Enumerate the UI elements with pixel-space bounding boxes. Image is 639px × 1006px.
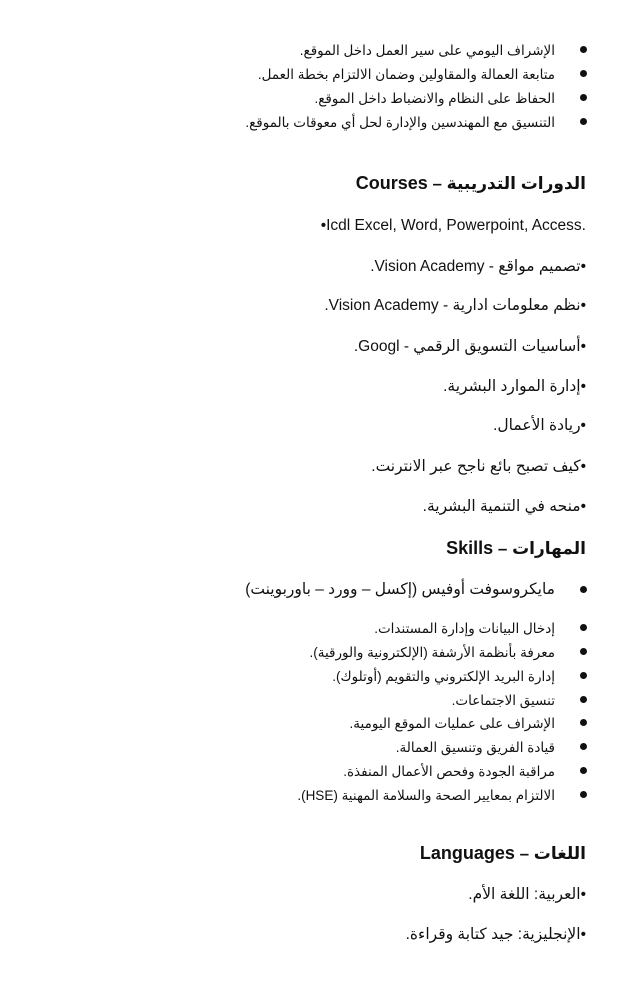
skill-text: قيادة الفريق وتنسيق العمالة. xyxy=(395,740,555,755)
skill-text: الالتزام بمعايير الصحة والسلامة المهنية (HSE). xyxy=(297,788,555,803)
skill-text: إدخال البيانات وإدارة المستندات. xyxy=(374,621,555,636)
duty-text: التنسيق مع المهندسين والإدارة لحل أي معوقات بالموقع. xyxy=(245,115,555,130)
skill-item xyxy=(245,580,555,600)
language-item: •العربية: اللغة الأم. xyxy=(468,886,586,903)
skill-item xyxy=(374,620,555,638)
skill-item xyxy=(396,739,555,757)
bullet-icon xyxy=(580,118,587,125)
bullet-icon xyxy=(580,70,587,77)
course-item: •إدارة الموارد البشرية. xyxy=(443,378,586,395)
bullet-icon xyxy=(580,719,587,726)
courses-heading xyxy=(356,172,586,195)
course-item: •ريادة الأعمال. xyxy=(493,417,586,434)
bullet-icon xyxy=(580,672,587,679)
skill-text: مايكروسوفت أوفيس (إكسل – وورد – باوربوينت) xyxy=(245,581,555,598)
courses-heading-en: Courses xyxy=(355,173,428,193)
courses-heading-ar: الدورات التدريبية – xyxy=(432,174,586,193)
duty-text: متابعة العمالة والمقاولين وضمان الالتزام بخطة العمل. xyxy=(257,67,555,82)
duty-item xyxy=(258,66,555,84)
skill-item xyxy=(343,763,555,781)
bullet-icon xyxy=(580,696,587,703)
duty-item xyxy=(245,114,555,132)
skill-item xyxy=(332,668,555,686)
course-item: •أساسيات التسويق الرقمي - Googl. xyxy=(353,338,586,355)
skills-heading-ar: المهارات – xyxy=(497,539,586,558)
course-item: •كيف تصبح بائع ناجح عبر الانترنت. xyxy=(371,458,586,475)
bullet-icon xyxy=(580,767,587,774)
duty-item xyxy=(315,90,556,108)
bullet-icon xyxy=(580,624,587,631)
skill-item xyxy=(310,644,556,662)
bullet-icon xyxy=(580,46,587,53)
skills-heading xyxy=(446,537,586,560)
skill-text: معرفة بأنظمة الأرشفة (الإلكترونية والورقية). xyxy=(309,645,555,660)
skill-text: مراقبة الجودة وفحص الأعمال المنفذة. xyxy=(343,764,555,779)
course-item: •نظم معلومات ادارية - Vision Academy. xyxy=(324,297,586,314)
course-item: •تصميم مواقع - Vision Academy. xyxy=(370,258,586,275)
languages-heading-en: Languages xyxy=(419,843,515,863)
skill-text: الإشراف على عمليات الموقع اليومية. xyxy=(349,716,555,731)
duty-item xyxy=(300,42,555,60)
skills-heading-en: Skills xyxy=(446,538,494,558)
course-item: •Icdl Excel, Word, Powerpoint, Access. xyxy=(320,217,586,234)
duty-text: الحفاظ على النظام والانضباط داخل الموقع. xyxy=(314,91,555,106)
skill-item xyxy=(452,692,555,710)
bullet-icon xyxy=(580,791,587,798)
skill-item xyxy=(350,715,555,733)
languages-heading xyxy=(420,842,586,865)
languages-heading-ar: اللغات – xyxy=(519,844,586,863)
bullet-icon xyxy=(580,648,587,655)
skill-text: إدارة البريد الإلكتروني والتقويم (أوتلوك). xyxy=(332,669,555,684)
skill-item xyxy=(297,787,555,805)
bullet-icon xyxy=(580,586,587,593)
bullet-icon xyxy=(580,743,587,750)
skill-text: تنسيق الاجتماعات. xyxy=(451,693,555,708)
language-item: •الإنجليزية: جيد كتابة وقراءة. xyxy=(405,926,586,943)
duty-text: الإشراف اليومي على سير العمل داخل الموقع. xyxy=(299,43,555,58)
course-item: •منحه في التنمية البشرية. xyxy=(422,498,586,515)
bullet-icon xyxy=(580,94,587,101)
